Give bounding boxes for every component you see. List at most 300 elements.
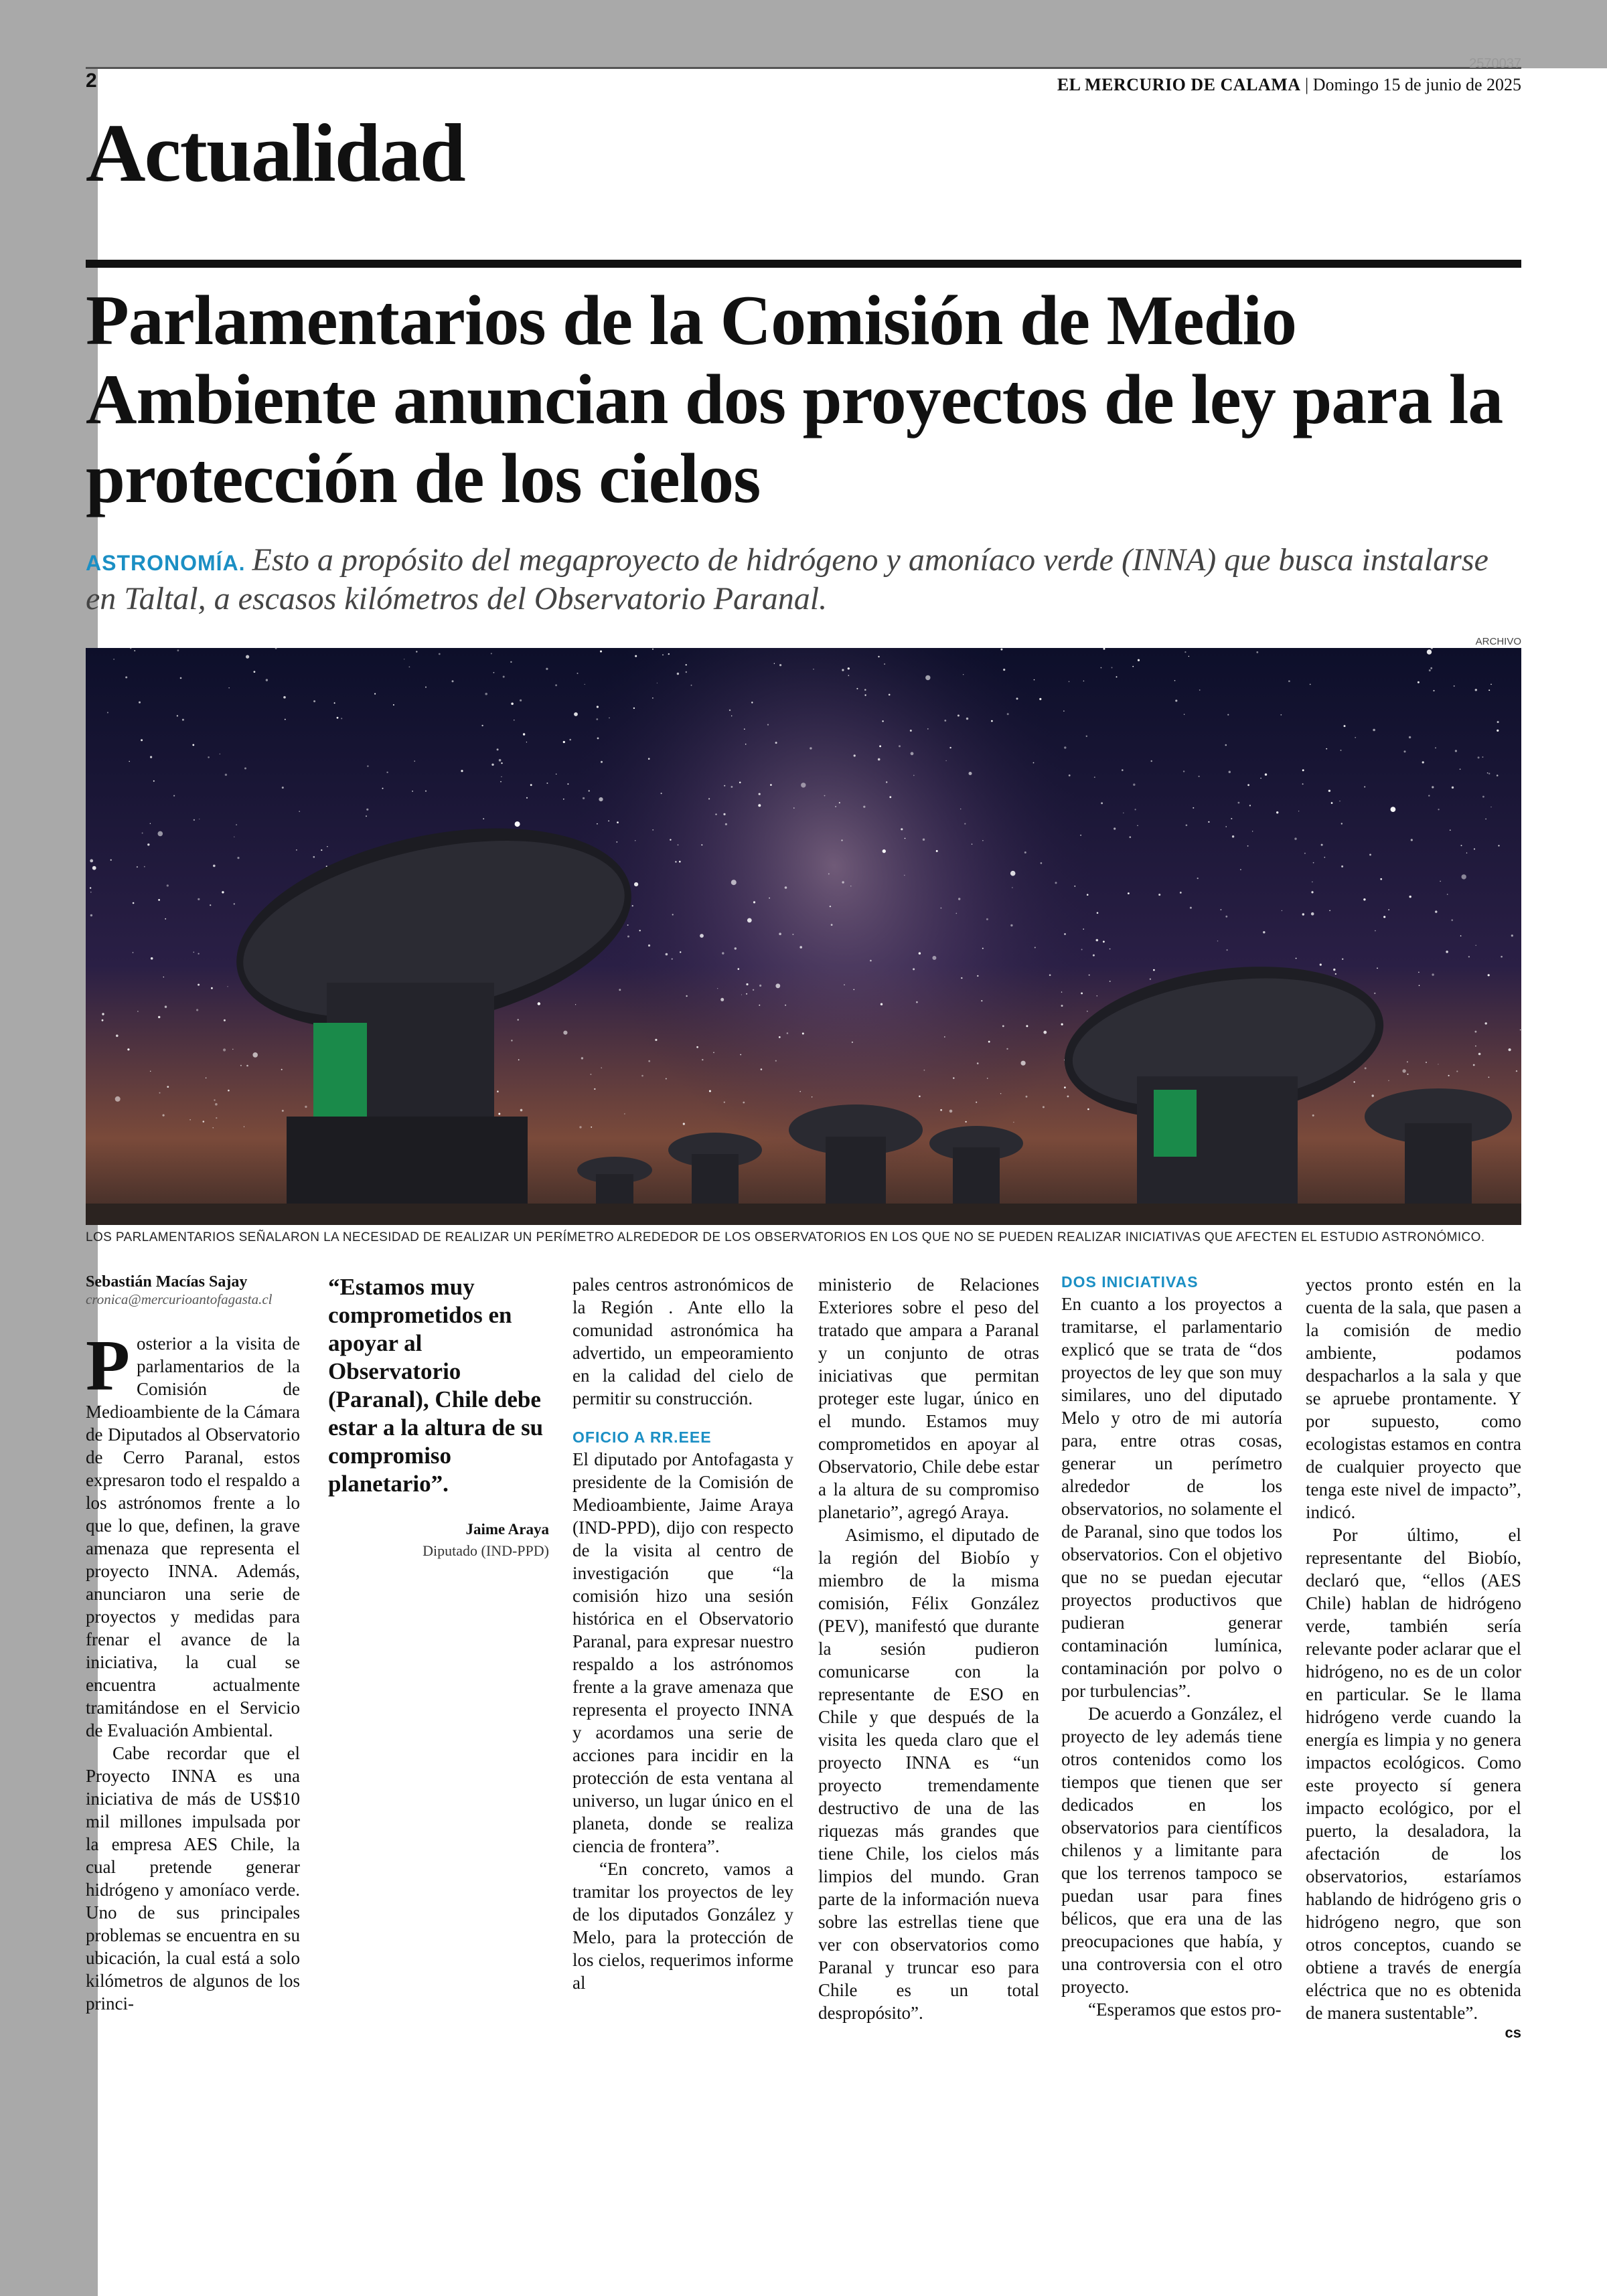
star: [1003, 669, 1005, 671]
star: [958, 715, 960, 717]
star: [503, 676, 505, 678]
star: [1478, 756, 1480, 758]
star: [581, 1057, 583, 1059]
star: [1509, 1048, 1511, 1051]
star: [1010, 871, 1016, 876]
star: [666, 953, 668, 956]
star: [198, 898, 200, 900]
star: [662, 655, 664, 656]
star: [864, 689, 866, 691]
star: [367, 765, 368, 766]
star: [619, 989, 621, 991]
star: [913, 968, 915, 970]
star: [1429, 669, 1431, 671]
star: [1041, 862, 1043, 864]
star: [792, 934, 793, 935]
star: [746, 983, 748, 985]
star: [1138, 659, 1140, 661]
star: [1190, 907, 1192, 909]
star: [1174, 680, 1176, 681]
star: [1433, 690, 1434, 691]
star: [485, 693, 487, 695]
star: [151, 957, 153, 960]
star: [1488, 689, 1490, 691]
star: [567, 783, 568, 785]
star: [1232, 835, 1234, 837]
article-column-4: [818, 1273, 1039, 2024]
star: [944, 720, 946, 722]
star: [1081, 993, 1083, 995]
star: [1446, 951, 1448, 953]
star: [1199, 776, 1200, 777]
star: [1482, 756, 1483, 758]
star: [1497, 730, 1499, 732]
star: [110, 859, 112, 861]
star: [282, 787, 284, 789]
star: [884, 663, 885, 665]
star: [1326, 748, 1327, 750]
body-paragraph: Cabe recordar que el Proyecto INNA es una iniciativa de más de US$10 mil millones impulsada por la empresa AES Chile, la cual pretende generar hidrógeno y amoníaco verde. Uno de sus principales problemas se encuentra en su ubicación, la cual está a solo kilómetros de algunos de los princi-: [86, 1743, 300, 2014]
star: [546, 783, 548, 784]
star: [127, 1048, 129, 1050]
star: [189, 1119, 191, 1121]
star: [1456, 1070, 1458, 1072]
star: [991, 720, 993, 722]
star: [779, 664, 781, 666]
star: [1229, 771, 1231, 773]
star: [1435, 910, 1437, 912]
star: [254, 671, 256, 673]
star: [569, 739, 571, 741]
star: [678, 844, 679, 845]
star: [1061, 1005, 1063, 1007]
star: [283, 696, 286, 699]
star: [1354, 1081, 1355, 1082]
star: [1342, 959, 1343, 960]
star: [1220, 909, 1221, 910]
star: [608, 821, 609, 822]
star: [150, 1071, 151, 1072]
star: [1511, 934, 1513, 936]
star: [1000, 649, 1002, 651]
star: [461, 770, 463, 772]
star: [924, 1070, 925, 1071]
star: [831, 924, 833, 926]
star: [210, 904, 211, 906]
star: [1324, 857, 1326, 858]
header-rule: [86, 67, 1521, 69]
star: [916, 1001, 918, 1003]
star: [761, 1068, 763, 1070]
star: [1422, 761, 1424, 763]
antennas-night-sky-image: [86, 648, 1521, 1225]
star: [501, 762, 502, 764]
page-number: 2: [86, 70, 97, 92]
star: [635, 655, 637, 657]
star: [686, 671, 687, 673]
star: [211, 987, 213, 989]
star: [1451, 919, 1453, 921]
star: [1227, 949, 1228, 951]
star: [940, 1109, 942, 1111]
kicker: ASTRONOMÍA.: [86, 551, 246, 575]
star: [1186, 825, 1188, 827]
star: [745, 744, 747, 745]
star: [878, 656, 879, 657]
star: [1007, 713, 1009, 715]
star: [1010, 924, 1012, 926]
star: [137, 1011, 139, 1012]
star: [1355, 737, 1356, 738]
star: [949, 747, 951, 748]
star: [1061, 1023, 1063, 1026]
star: [696, 1046, 698, 1048]
star: [746, 993, 747, 995]
star: [683, 1123, 685, 1125]
star: [1184, 651, 1186, 653]
star: [1133, 784, 1135, 786]
star: [1199, 689, 1201, 691]
star: [1063, 711, 1064, 712]
star: [713, 1052, 714, 1054]
star: [901, 828, 903, 830]
star: [1260, 778, 1261, 779]
star: [228, 1090, 230, 1092]
star: [90, 859, 93, 863]
star: [775, 742, 777, 744]
body-paragraph: “En concreto, vamos a tramitar los proyectos de ley de los diputados González y Melo, para la protección de los cielos, requerimos informe al: [572, 1859, 793, 1993]
star: [1490, 684, 1492, 685]
star: [596, 718, 598, 720]
star: [305, 1106, 307, 1108]
star: [153, 781, 155, 782]
star: [1137, 825, 1138, 826]
headline: Parlamentarios de la Comisión de Medio Ambiente anuncian dos proyectos de ley para la protección de los cielos: [86, 281, 1503, 517]
star: [1193, 807, 1194, 809]
star: [439, 653, 441, 655]
star: [374, 693, 376, 694]
star: [520, 1109, 523, 1112]
star: [1016, 698, 1018, 700]
star: [341, 718, 342, 719]
star: [1344, 725, 1346, 727]
star: [1460, 768, 1461, 770]
star: [563, 741, 565, 743]
star: [864, 694, 866, 695]
star: [1013, 1122, 1014, 1123]
star: [1321, 844, 1323, 846]
subhead-oficio: OFICIO A RR.EEE: [572, 1428, 712, 1446]
star: [911, 752, 914, 755]
star: [1478, 1053, 1481, 1056]
star: [491, 653, 492, 654]
star: [215, 1103, 218, 1106]
star: [828, 874, 830, 875]
star: [830, 906, 831, 907]
star: [409, 666, 410, 667]
drop-cap: P: [86, 1326, 130, 1406]
star: [1452, 787, 1454, 789]
star: [177, 649, 179, 651]
star: [668, 653, 670, 655]
star: [841, 839, 842, 841]
pull-quote-text: “Estamos muy comprometidos en apoyar al Observatorio (Paranal), Chile debe estar a la altura de su compromiso planetario”.: [328, 1274, 544, 1497]
star: [1094, 776, 1095, 778]
star: [1475, 689, 1477, 691]
star: [744, 728, 745, 730]
star: [1311, 891, 1313, 893]
star: [425, 791, 427, 792]
star: [1033, 762, 1035, 764]
star: [225, 774, 227, 776]
star: [882, 720, 883, 722]
star: [1069, 774, 1071, 776]
star: [758, 804, 761, 807]
star: [1448, 1075, 1450, 1076]
star: [854, 989, 855, 991]
star: [1083, 681, 1085, 682]
star: [386, 772, 388, 773]
star: [102, 1013, 104, 1015]
star: [125, 676, 127, 678]
star: [1265, 773, 1267, 775]
star: [747, 918, 752, 923]
star: [779, 932, 781, 935]
star: [723, 813, 725, 815]
star: [1197, 878, 1199, 879]
star: [941, 908, 942, 909]
star: [1183, 770, 1184, 772]
star: [493, 672, 495, 673]
star: [1388, 1080, 1389, 1082]
star: [1341, 823, 1343, 824]
star: [1130, 836, 1132, 838]
star: [1328, 790, 1330, 792]
star: [878, 758, 881, 761]
star: [652, 829, 654, 831]
publication-date: Domingo 15 de junio de 2025: [1312, 75, 1521, 94]
star: [1409, 896, 1411, 898]
star: [158, 1016, 160, 1018]
star: [769, 898, 770, 899]
star: [597, 823, 598, 825]
star: [246, 1065, 248, 1067]
star: [515, 821, 520, 827]
star: [785, 1005, 786, 1006]
star: [393, 704, 394, 706]
star: [1247, 784, 1249, 786]
star: [799, 1091, 801, 1092]
star: [165, 918, 166, 920]
article-column-6: [1306, 1273, 1521, 2042]
star: [597, 738, 599, 740]
star: [966, 718, 968, 720]
section-rule: [86, 260, 1521, 268]
star: [511, 1040, 512, 1041]
article-column-3: [572, 1273, 793, 1994]
star: [555, 684, 557, 686]
star: [842, 881, 844, 883]
star: [652, 649, 654, 650]
star: [1497, 774, 1499, 776]
star: [624, 1113, 625, 1114]
star: [672, 914, 674, 915]
star: [932, 956, 936, 960]
star: [1225, 744, 1227, 746]
photo-caption: LOS PARLAMENTARIOS SEÑALARON LA NECESIDAD DE REALIZAR UN PERÍMETRO ALREDEDOR DE LOS OBSERVATORIOS EN LOS QUE NO SE PUEDEN REALIZAR INICIATIVAS QUE AFECTEN EL ESTUDIO ASTRONÓMICO.: [86, 1230, 1485, 1244]
star: [708, 798, 710, 799]
star: [1296, 958, 1297, 959]
star: [627, 924, 629, 926]
star: [1061, 991, 1062, 992]
star: [141, 739, 143, 741]
star: [1263, 931, 1265, 933]
star: [919, 1096, 921, 1098]
star: [173, 795, 175, 797]
star: [987, 1078, 988, 1079]
clip-id: 2570037: [1469, 56, 1521, 71]
star: [133, 952, 134, 953]
star: [1407, 1074, 1409, 1075]
star: [1158, 894, 1160, 896]
star: [208, 756, 210, 758]
star: [1430, 667, 1432, 669]
star: [1247, 845, 1249, 847]
star: [1226, 826, 1227, 827]
star: [1122, 769, 1124, 771]
star: [751, 702, 753, 703]
star: [1383, 916, 1385, 918]
star: [296, 849, 297, 851]
body-paragraph: En cuanto a los proyectos a tramitarse, el parlamentario explicó que se trata de “dos proyectos de ley que son muy similares, uno del diputado Melo y otro de mi autoría para, entre otras cosas, generar un perímetro alrededor de los observatorios, no solamente el de Paranal, sino que todos los observatorios. Con el objetivo que no se puedan ejecutar proyectos productivos que pudieran generar contaminación lumínica, contaminación por polvo o por turbulencias”.: [1061, 1294, 1282, 1701]
star: [1069, 681, 1070, 682]
star: [232, 1049, 233, 1050]
star: [801, 783, 806, 787]
star: [1034, 679, 1035, 681]
pull-quote: [328, 1273, 549, 1560]
star: [142, 833, 143, 834]
star: [382, 788, 384, 789]
masthead: [1057, 75, 1521, 95]
star: [1026, 1025, 1028, 1027]
star: [198, 953, 200, 955]
star: [977, 1062, 979, 1064]
star: [889, 694, 891, 696]
star: [282, 1110, 284, 1112]
star: [1311, 912, 1314, 916]
star: [214, 1099, 215, 1100]
star: [1103, 940, 1105, 942]
pull-quote-role: Diputado (IND-PPD): [423, 1542, 549, 1559]
star: [590, 1074, 591, 1075]
star: [1407, 1061, 1408, 1062]
masthead-separator: |: [1305, 75, 1313, 94]
star: [579, 1126, 581, 1128]
star: [1280, 714, 1282, 716]
star: [165, 1005, 167, 1007]
star: [1475, 1046, 1476, 1047]
star: [498, 1113, 500, 1115]
star: [574, 712, 578, 716]
star: [594, 1088, 595, 1090]
star: [988, 1041, 990, 1043]
star: [500, 781, 502, 783]
star: [1455, 750, 1457, 752]
star: [577, 673, 579, 674]
star: [366, 809, 368, 811]
deck: [86, 541, 1525, 619]
star: [634, 882, 638, 886]
star: [1039, 698, 1041, 700]
star: [753, 989, 754, 991]
article-column-1: [86, 1273, 300, 2015]
star: [1150, 979, 1151, 980]
star: [856, 688, 858, 689]
star: [1097, 912, 1099, 914]
star: [416, 651, 417, 652]
star: [1432, 973, 1434, 975]
star: [655, 1039, 657, 1041]
star: [1081, 949, 1083, 951]
star: [281, 1069, 283, 1070]
star: [192, 744, 194, 746]
star: [1365, 1067, 1367, 1069]
star: [499, 759, 502, 762]
star: [1473, 1064, 1475, 1066]
star: [709, 1090, 711, 1092]
star: [810, 747, 812, 749]
star: [779, 1036, 781, 1038]
scan-margin-top: [0, 0, 1607, 68]
star: [793, 807, 794, 808]
observatory-photo: [86, 648, 1521, 1225]
star: [526, 797, 528, 799]
star: [842, 669, 844, 671]
star: [481, 725, 483, 726]
star: [1109, 981, 1111, 982]
star: [639, 930, 641, 931]
star: [285, 719, 286, 720]
star: [617, 821, 619, 823]
star: [90, 914, 92, 916]
star: [904, 875, 905, 876]
star: [1331, 802, 1333, 804]
star: [366, 815, 367, 817]
star: [1404, 750, 1406, 752]
star: [1369, 854, 1371, 856]
star: [767, 724, 769, 726]
star: [1302, 783, 1304, 785]
star: [1240, 869, 1241, 870]
star: [222, 891, 224, 893]
star: [1123, 813, 1124, 814]
star: [648, 1060, 650, 1062]
author-email: cronica@mercurioantofagasta.cl: [86, 1291, 273, 1307]
star: [648, 945, 650, 947]
star: [1006, 1048, 1008, 1050]
star: [1419, 985, 1420, 986]
star: [701, 844, 702, 845]
star: [848, 667, 850, 669]
star: [1087, 1011, 1088, 1012]
subhead-iniciativas: DOS INICIATIVAS: [1061, 1273, 1199, 1291]
star: [1101, 667, 1102, 669]
star: [1320, 964, 1322, 966]
star: [1093, 955, 1095, 957]
star: [1454, 685, 1455, 687]
star: [266, 679, 268, 681]
star: [724, 785, 725, 787]
